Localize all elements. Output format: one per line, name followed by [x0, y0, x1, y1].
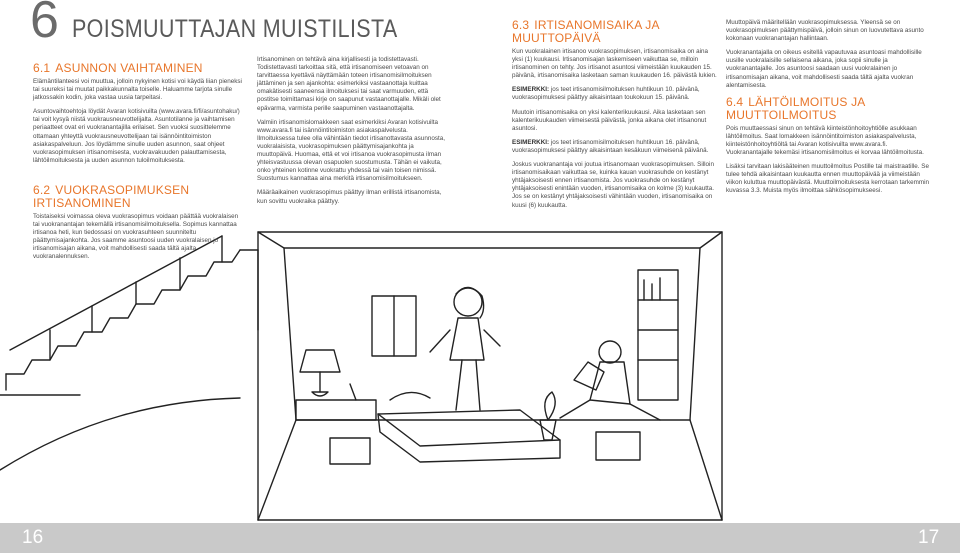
chapter-title: POISMUUTTAJAN MUISTILISTA: [72, 15, 398, 43]
paragraph: Muutoin irtisanomisaika on yksi kalenterikuukausi. Aika lasketaan sen kalenterikuukauden viimeisestä päivästä, jonka aikana olet irtisanonut asuntosi.: [512, 108, 707, 132]
shelf-drawing: [638, 270, 678, 400]
example-paragraph: [512, 86, 717, 102]
example-label: ESIMERKKI:: [512, 138, 550, 146]
section-title: IRTISANOMISAIKA JA MUUTTOPÄIVÄ: [512, 18, 660, 45]
example-label: ESIMERKKI:: [512, 86, 550, 94]
chapter-number: 6: [30, 0, 59, 49]
middle-column: [257, 56, 447, 212]
section-6-2-heading: [33, 184, 243, 210]
paragraph: Toistaiseksi voimassa oleva vuokrasopimus voidaan päättää vuokralaisen tai vuokranantajan tekemällä irtisanomisilmoituksella. Sopimus kannattaa irtisanoa heti, kun tiedossasi on vuokrasuhteen suunniteltu päättymisajankohta. Jos saamme asuntoosi uuden vuokralaisen jo irtisanomisajan aikana, voit mahdollisesti saada tältä ajalta vuokranalennuksen.: [33, 212, 239, 261]
example-paragraph: [512, 139, 717, 155]
example-text: jos teet irtisanomisilmoituksen huhtikuun 10. päivänä, vuokrasopimuksesi päättyy aikaisintaan toukokuun 15. päivänä.: [512, 86, 700, 102]
lamp-drawing: [296, 350, 376, 420]
paragraph: Pois muuttaessasi sinun on tehtävä kiinteistönhoitoyhtiölle asukkaan lähtöilmoitus. Saat lomakkeen isännöintitoimiston asiakaspalvelusta, kiinteistönhoitoyhtiöltä tai Avaran kotisivuilta www.avara.fi. Vuokranantajalle tekemäsi irtisanomisilmoitus ei korvaa lähtöilmoitusta.: [726, 124, 924, 157]
section-number: 6.1: [33, 61, 51, 75]
paragraph: Muuttopäivä määritellään vuokrasopimuksessa. Yleensä se on vuokrasopimuksen päättymispäivä, jolloin sinun on luovutettava asunto kokonaan vuokranantajan hallintaan.: [726, 19, 924, 43]
paragraph: Valmiin irtisanomislomakkeen saat esimerkiksi Avaran kotisivuilta www.avara.fi tai isännöintitoimiston asiakaspalvelusta. Ilmoituksessa tulee olla vähintään tiedot irtisanottavasta asunnosta, vuokralaisista, vuokrasopimuksen päättymisajankohta ja muuttopäivä. Huomaa, että et voi irtisanoa vuokrasopimusta ilman yhteisvastuussa olevan osapuolen suostumusta. Tähän ei vaikuta, onko yhteinen kotinne vuokrattu yhdessä tai vain toisen nimissä. Suostumus kannattaa aina merkitä irtisanomisilmoitukseen.: [257, 118, 445, 183]
section-number: 6.4: [726, 94, 744, 109]
bed-drawing: [378, 392, 560, 462]
staircase-drawing: [0, 236, 258, 470]
left-column: [33, 62, 243, 268]
section-6-3-heading: [512, 19, 717, 45]
page-number-right: 17: [918, 527, 940, 548]
paragraph: Joskus vuokranantaja voi joutua irtisanomaan vuokrasopimuksen. Silloin irtisanomisaikaan vaikuttaa se, kuinka kauan vuokrasuhde on kestänyt yhtäjaksoisesti ennen irtisanomista. Jos vuokrasuhde on kestänyt yhtäjaksoisesti enintään vuoden, irtisanomisaika on kolme (3) kuukautta. Jos se on kestänyt yhtäjaksoisesti vähintään vuoden, irtisanomisaika on kuusi (6) kuukautta.: [512, 161, 714, 209]
paragraph: Vuokranantajalla on oikeus esitellä vapautuvaa asuntoasi mahdollisille uusille vuokralaisille sellaisena aikana, joka sopii sinulle ja vuokranantajalle. Jos asuntoosi saadaan uusi vuokralainen jo irtisanomisajan aikana, voit mahdollisesti saada tältä ajalta vuokran alentamisesta.: [726, 49, 922, 89]
section-6-4-heading: [726, 96, 930, 122]
sitting-person-drawing: [560, 341, 660, 420]
section-6-1-heading: [33, 62, 243, 75]
section-title: VUOKRASOPIMUKSEN IRTISANOMINEN: [33, 182, 190, 210]
paragraph: Määräaikainen vuokrasopimus päättyy ilman erillistä irtisanomista, kun sovittu vuokraika päättyy.: [257, 189, 442, 205]
person-drawing: [430, 287, 500, 410]
right-column-1: [512, 19, 717, 216]
room-outline: [258, 232, 722, 520]
section-number: 6.3: [512, 18, 530, 32]
paragraph: Asuntovaihtoehtoja löydät Avaran kotisivuilta (www.avara.fi/fi/asuntohaku/) tai voit kysyä niistä vuokrausneuvottelijalta. Asuntotilanne ja vaihtamisen periaatteet ovat eri vuokranantajilla erilaiset. Sen vuoksi suosittelemme ottamaan yhteyttä vuokrausneuvottelijaan tai isännöintitoimiston asiakaspalveluun. Jos löydämme sinulle uuden asunnon, saat ohjeet vuokrasopimuksen irtisanomisesta, vuokravakuuden palauttamisesta, lähtöilmoituksesta ja uuden asunnon tuloilmoituksesta.: [33, 108, 240, 164]
paragraph: Lisäksi tarvitaan lakisääteinen muuttoilmoitus Postille tai maistraatille. Se tulee tehdä aikaisintaan kuukautta ennen muuttopäivää ja viimeistään viikon kuluttua muuttopäivästä. Muuttoilmoituksesta kerrotaan tarkemmin kuvassa 3.3. Muista myös ilmoittaa sähkösopimukseesi.: [726, 163, 929, 195]
section-number: 6.2: [33, 182, 51, 197]
section-title: LÄHTÖILMOITUS JA MUUTTOILMOITUS: [726, 94, 865, 122]
footer-bar: [0, 523, 960, 553]
paragraph: Kun vuokralainen irtisanoo vuokrasopimuksen, irtisanomisaika on aina yksi (1) kuukausi. Irtisanomisajan laskemiseen vaikuttaa se, milloin irtisanominen on tehty. Jos irtisanot asuntosi viimeistään kuukauden 15. päivänä, irtisanomisaika lasketaan saman kuukauden 16. päivästä lukien.: [512, 48, 717, 80]
right-column-2: [726, 19, 930, 202]
page-number-left: 16: [22, 527, 44, 548]
section-title: ASUNNON VAIHTAMINEN: [55, 61, 203, 75]
paragraph: Irtisanominen on tehtävä aina kirjallisesti ja todistettavasti. Todistettavasti tarkoittaa sitä, että irtisanomiseen vetoavan on tarvittaessa kyettävä näyttämään toteen irtisanomisilmoituksen jättäminen ja sen ajankohta: esimerkiksi vastaanottaja kuittaa omakätisesti saaneensa ilmoituksesi tai saat varmuuden, että postitse toimittamasi kirje on saapunut vastaanottajalle. Mikäli olet epävarma, varmista perille saapuminen vastaanottajalta.: [257, 56, 441, 112]
paragraph: Elämäntilanteesi voi muuttua, jolloin nykyinen kotisi voi käydä liian pieneksi tai suureksi tai muutat paikkakunnalta toiselle. Haluamme tarjota sinulle jatkossakin kodin, joka vastaa uusia tarpeitasi.: [33, 78, 242, 102]
example-text: jos teet irtisanomisilmoituksen huhtikuun 16. päivänä, vuokrasopimuksesi päättyy aikaisintaan kesäkuun viimeisenä päivänä.: [512, 138, 709, 154]
